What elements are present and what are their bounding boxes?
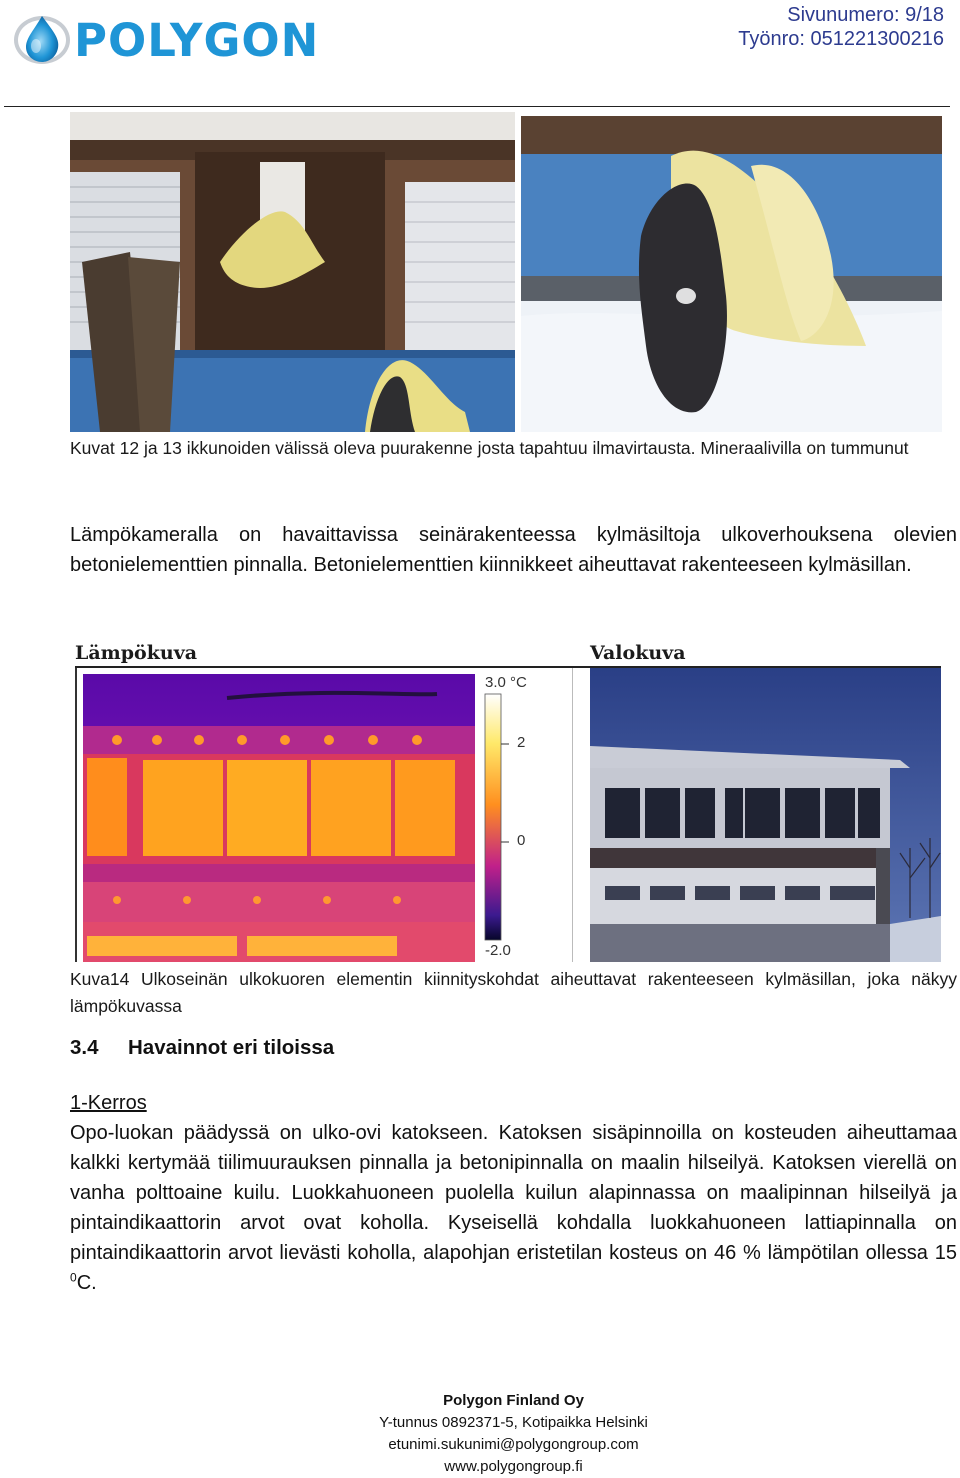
caption-photo-14: Kuva14 Ulkoseinän ulkokuoren elementin kiinnityskohdat aiheuttavat rakenteeseen kylmäsillan, joka näkyy lämpökuvassa [70,969,957,1016]
temperature-superscript: 0 [70,1270,77,1285]
footer-company: Polygon Finland Oy [443,1392,584,1409]
job-number: Työnro: 051221300216 [738,28,944,50]
paragraph-thermal-camera: Lämpökameralla on havaittavissa seinärakenteessa kylmäsiltoja ulkoverhouksena olevien betonielementtien pinnalla. Betonielementtien kiinnikkeet aiheuttavat rakenteeseen kylmäsillan. [70,524,957,576]
scale-min-label: -2.0 [485,942,511,959]
section-title: Havainnot eri tiloissa [128,1036,335,1059]
thermal-image [75,668,573,962]
logo-wordmark: POLYGON [74,14,320,67]
temperature-unit: C. [76,1272,97,1294]
photo-13-mineral-wool [521,116,942,432]
caption-photos-12-13: Kuvat 12 ja 13 ikkunoiden välissä oleva puurakenne josta tapahtuu ilmavirtausta. Mineraalivilla on tummunut [70,438,909,458]
footer-website: www.polygongroup.fi [444,1458,583,1475]
visual-image-label: Valokuva [590,642,686,664]
scale-tick-0: 0 [517,832,526,849]
scale-max-label: 3.0 °C [485,674,527,691]
paragraph-floor-1-text: Opo-luokan päädyssä on ulko-ovi katokseen. Katoksen sisäpinnoilla on kosteuden aiheuttamaa kalkki kertymää tiilimuurauksen pinnalla ja betonipinnalla on maalin hilseilyä. Katoksen vierellä on vanha polttoaine kuilu. Luokkahuoneen puolella kuilun alapinnassa on maalipinnan hilseilyä ja pintaindikaattorin arvot ovat koholla. Kyseisellä kohdalla luokkahuoneen lattiapinnalla on pintaindikaattorin arvot lievästi koholla, alapohjan eristetilan kosteus on 46 % lämpötilan ollessa 15 [70,1122,957,1264]
footer-email: etunimi.sukunimi@polygongroup.com [388,1436,639,1453]
header-divider [4,106,950,107]
scale-tick-2: 2 [517,734,526,751]
thermal-image-label: Lämpökuva [75,642,198,664]
photo-12-window-structure [70,112,515,432]
visual-photo-building [590,668,941,962]
footer-business-id: Y-tunnus 0892371-5, Kotipaikka Helsinki [379,1414,648,1431]
section-heading [70,1034,334,1062]
section-number: 3.4 [70,1036,99,1059]
polygon-logo [12,10,332,68]
floor-heading: 1-Kerros [70,1092,147,1114]
paragraph-floor-1 [70,1118,957,1298]
page-number: Sivunumero: 9/18 [787,4,944,26]
